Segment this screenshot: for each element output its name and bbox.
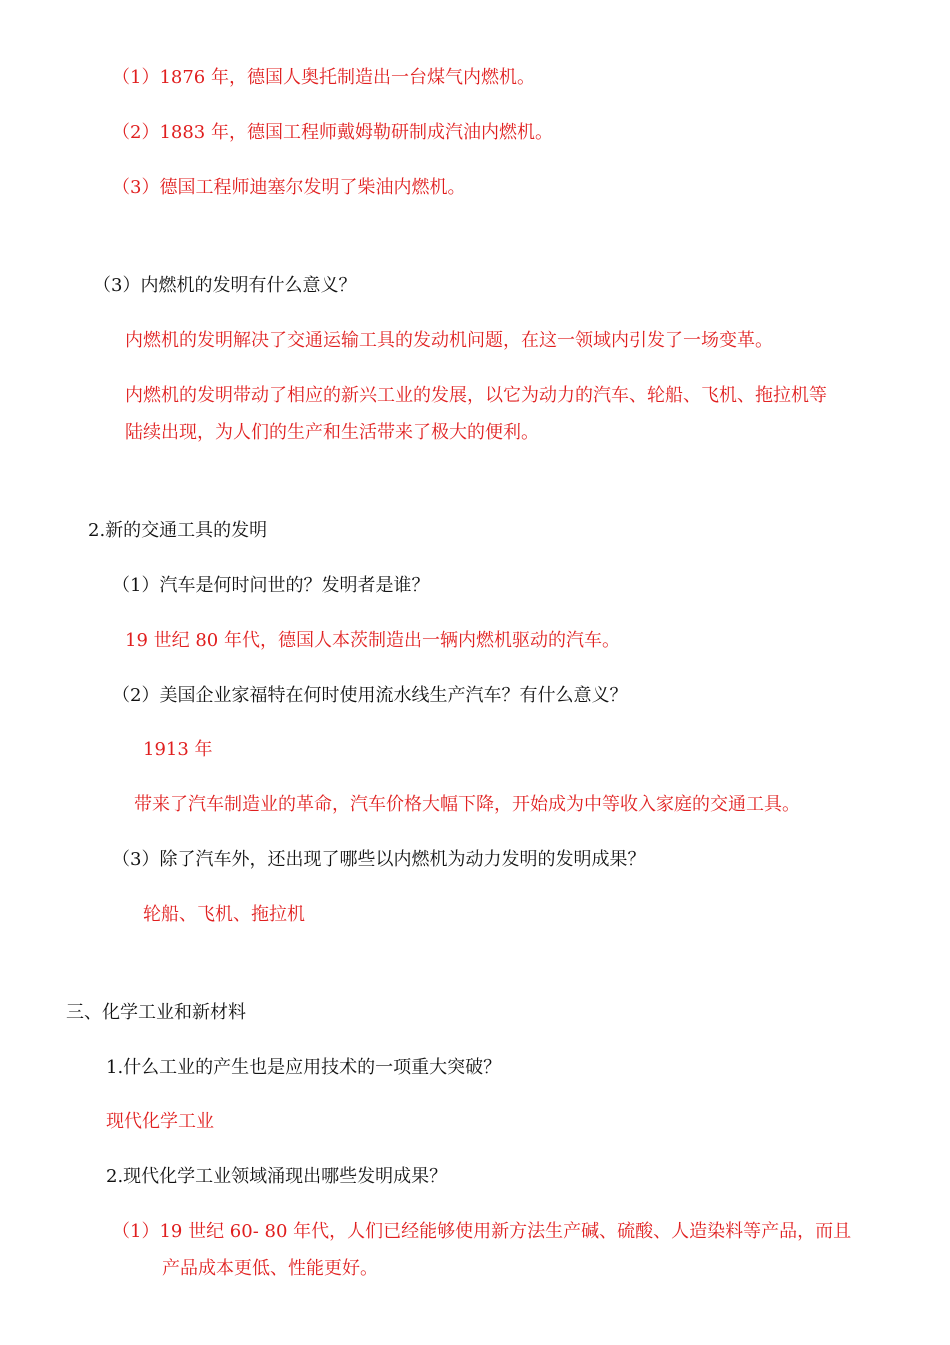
question-engine-significance: （3）内燃机的发明有什么意义？ — [93, 275, 357, 296]
answer-year-1913: 1913 年 — [143, 739, 213, 760]
answer-ford-significance: 带来了汽车制造业的革命，汽车价格大幅下降，开始成为中等收入家庭的交通工具。 — [134, 794, 800, 815]
answer-significance-2-line2: 陆续出现，为人们的生产和生活带来了极大的便利。 — [125, 422, 539, 443]
question-industry-breakthrough: 1.什么工业的产生也是应用技术的一项重大突破？ — [106, 1057, 502, 1078]
question-chemical-achievements: 2.现代化学工业领域涌现出哪些发明成果？ — [106, 1166, 448, 1187]
section-new-transport: 2.新的交通工具的发明 — [88, 520, 268, 541]
answer-modern-chemical-industry: 现代化学工业 — [106, 1111, 214, 1132]
answer-benz-car: 19 世纪 80 年代，德国人本茨制造出一辆内燃机驱动的汽车。 — [125, 630, 620, 651]
answer-significance-1: 内燃机的发明解决了交通运输工具的发动机问题，在这一领域内引发了一场变革。 — [125, 330, 773, 351]
question-ford-assembly-line: （2）美国企业家福特在何时使用流水线生产汽车？有什么意义？ — [112, 685, 628, 706]
heading-chemical-industry: 三、化学工业和新材料 — [66, 1002, 246, 1023]
answer-chemical-achievement-line2: 产品成本更低、性能更好。 — [162, 1258, 378, 1279]
answer-significance-2-line1: 内燃机的发明带动了相应的新兴工业的发展，以它为动力的汽车、轮船、飞机、拖拉机等 — [125, 385, 827, 406]
answer-chemical-achievement-line1: （1）19 世纪 60- 80 年代，人们已经能够使用新方法生产碱、硫酸、人造染料等产品，而且 — [112, 1221, 852, 1242]
question-other-inventions: （3）除了汽车外，还出现了哪些以内燃机为动力发明的发明成果？ — [112, 849, 646, 870]
answer-daimler-gasoline-engine: （2）1883 年，德国工程师戴姆勒研制成汽油内燃机。 — [112, 122, 553, 143]
answer-otto-gas-engine: （1）1876 年，德国人奥托制造出一台煤气内燃机。 — [112, 67, 535, 88]
question-car-invention: （1）汽车是何时问世的？发明者是谁？ — [112, 575, 430, 596]
answer-ship-plane-tractor: 轮船、飞机、拖拉机 — [143, 904, 305, 925]
answer-diesel-engine: （3）德国工程师迪塞尔发明了柴油内燃机。 — [112, 177, 466, 198]
